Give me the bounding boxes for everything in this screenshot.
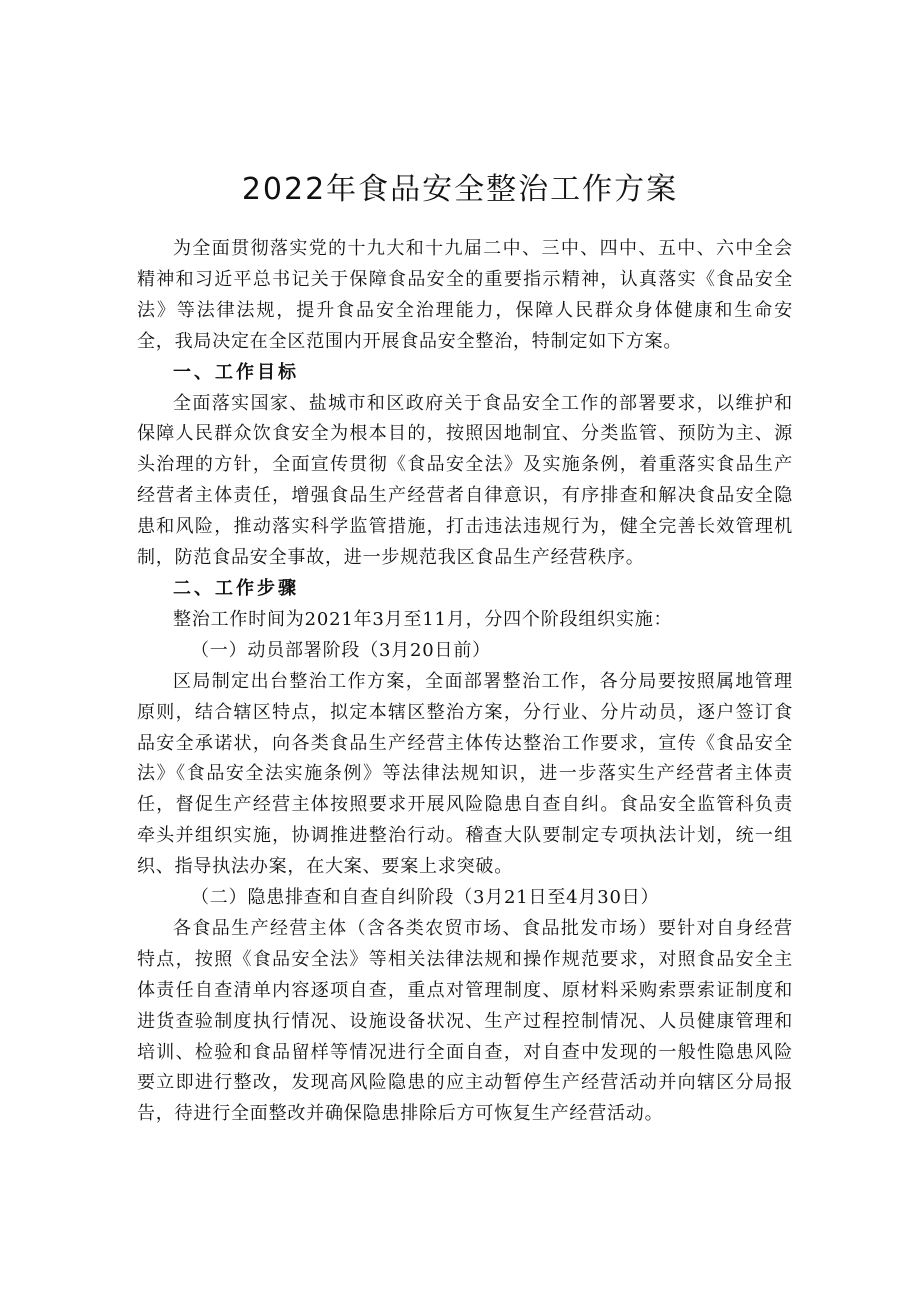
- document-body: [137, 234, 793, 1130]
- goals-paragraph: 全面落实国家、盐城市和区政府关于食品安全工作的部署要求，以维护和保障人民群众饮食安全为根本目的，按照因地制宜、分类监管、预防为主、源头治理的方针，全面宣传贯彻《食品安全法》及实施条例，着重落实食品生产经营者主体责任，增强食品生产经营者自律意识，有序排查和解决食品安全隐患和风险，推动落实科学监管措施，打击违法违规行为，健全完善长效管理机制，防范食品安全事故，进一步规范我区食品生产经营秩序。: [137, 392, 793, 569]
- stage2-heading: （二）隐患排查和自查自纠阶段（3月21日至4月30日）: [191, 887, 660, 909]
- section-heading-goals: 一、工作目标: [173, 361, 299, 383]
- intro-paragraph: 为全面贯彻落实党的十九大和十九届二中、三中、四中、五中、六中全会精神和习近平总书记关于保障食品安全的重要指示精神，认真落实《食品安全法》等法律法规，提升食品安全治理能力，保障人民群众身体健康和生命安全，我局决定在全区范围内开展食品安全整治，特制定如下方案。: [137, 238, 793, 352]
- stage2-paragraph: 各食品生产经营主体（含各类农贸市场、食品批发市场）要针对自身经营特点，按照《食品安全法》等相关法律法规和操作规范要求，对照食品安全主体责任自查清单内容逐项自查，重点对管理制度、原材料采购索票索证制度和进货查验制度执行情况、设施设备状况、生产过程控制情况、人员健康管理和培训、检验和食品留样等情况进行全面自查，对自查中发现的一般性隐患风险要立即进行整改，发现高风险隐患的应主动暂停生产经营活动并向辖区分局报告，待进行全面整改并确保隐患排除后方可恢复生产经营活动。: [137, 917, 793, 1125]
- stage1-paragraph: 区局制定出台整治工作方案，全面部署整治工作，各分局要按照属地管理原则，结合辖区特点，拟定本辖区整治方案，分行业、分片动员，逐户签订食品安全承诺状，向各类食品生产经营主体传达整治工作要求，宣传《食品安全法》《食品安全法实施条例》等法律法规知识，进一步落实生产经营者主体责任，督促生产经营主体按照要求开展风险隐患自查自纠。食品安全监管科负责牵头并组织实施，协调推进整治行动。稽查大队要制定专项执法计划，统一组织、指导执法办案，在大案、要案上求突破。: [137, 670, 793, 878]
- section-heading-steps: 二、工作步骤: [173, 577, 299, 599]
- stage1-heading: （一）动员部署阶段（3月20日前）: [191, 639, 491, 661]
- steps-intro-paragraph: 整治工作时间为2021年3月至11月，分四个阶段组织实施：: [173, 608, 673, 630]
- document-title: 2022年食品安全整治工作方案: [241, 172, 679, 207]
